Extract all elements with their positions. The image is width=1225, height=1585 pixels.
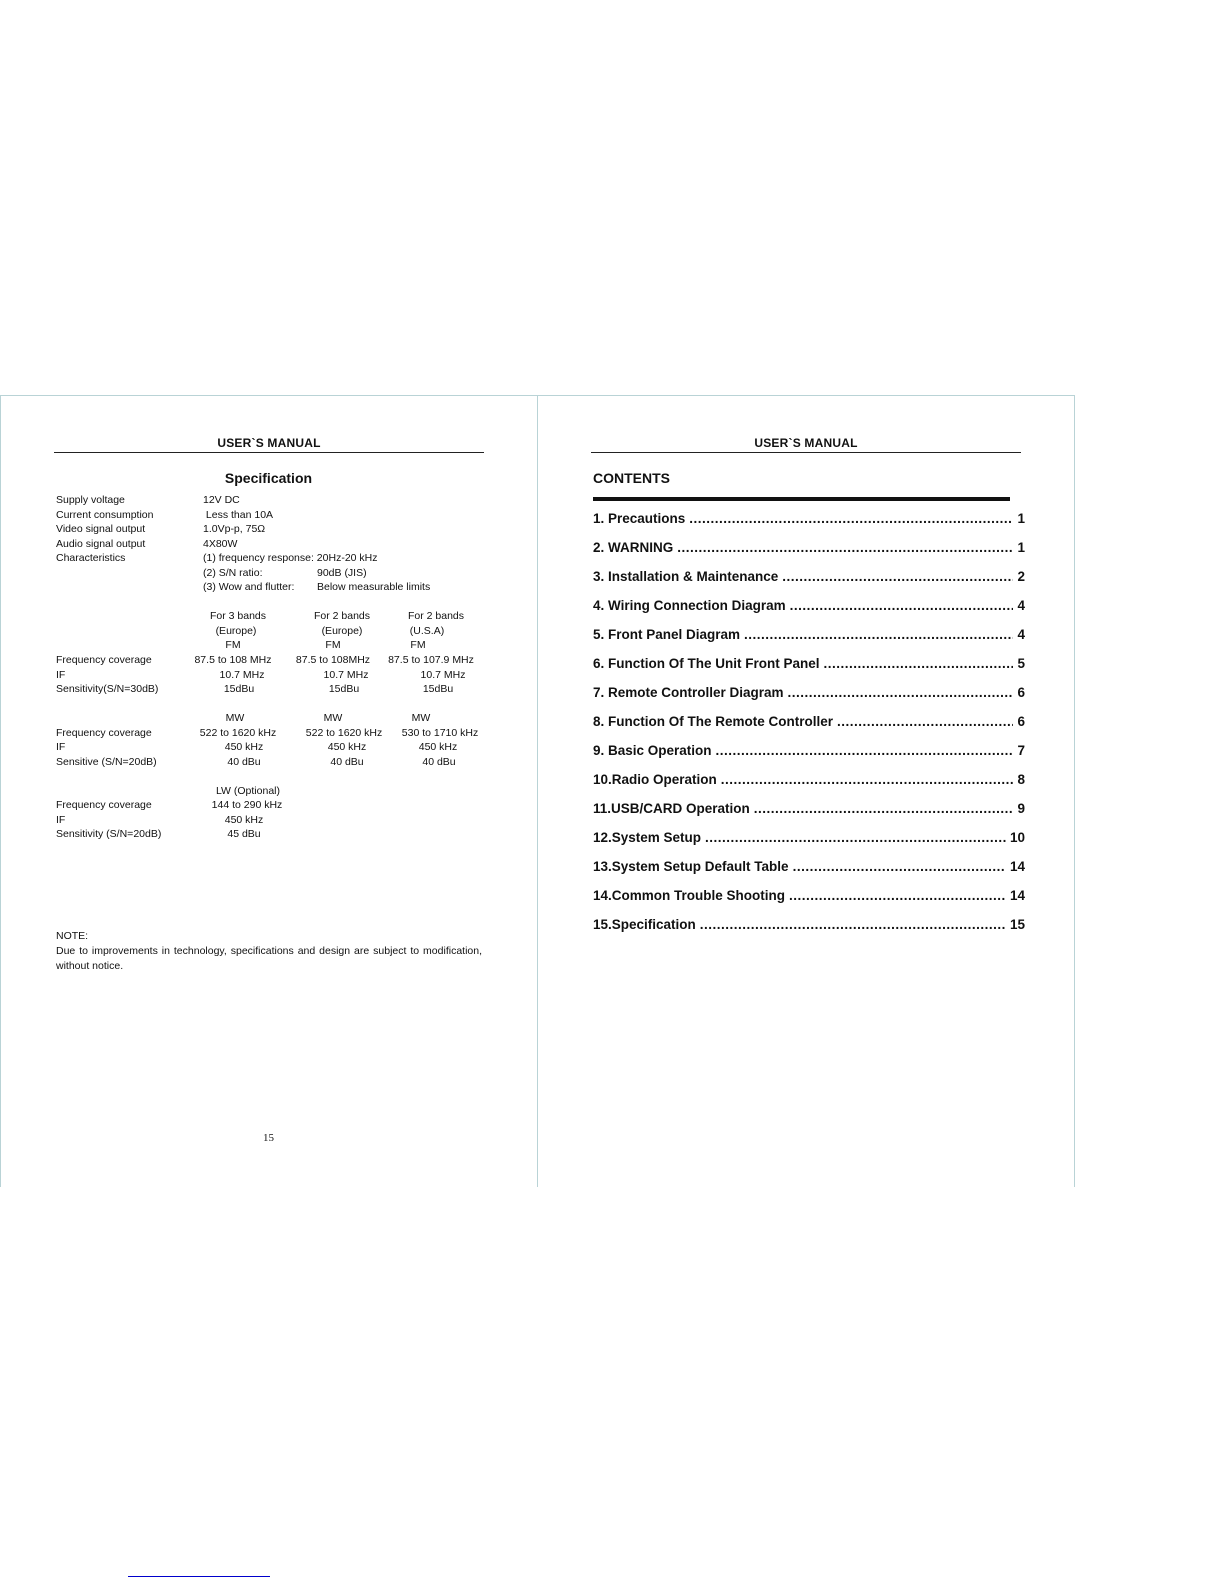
- contents-page: [537, 395, 1075, 1187]
- spec-label: Supply voltage: [56, 494, 125, 506]
- toc-label: 15.Specification: [593, 917, 696, 932]
- toc-page: 14: [1009, 888, 1025, 903]
- toc-label: 8. Function Of The Remote Controller: [593, 714, 834, 729]
- toc-leader: [716, 743, 1014, 758]
- spec-value: 15dBu: [328, 683, 360, 695]
- toc-label: 6. Function Of The Unit Front Panel: [593, 656, 820, 671]
- toc-page: 6: [1017, 685, 1025, 700]
- band-name: LW (Optional): [216, 785, 280, 797]
- band-region: (Europe): [215, 625, 257, 637]
- note-text: Due to improvements in technology, specifications and design are subject to modification, without notice.: [56, 945, 482, 972]
- toc-item[interactable]: [593, 772, 1025, 790]
- spec-value: 450 kHz: [418, 741, 458, 753]
- band-name: MW: [323, 712, 343, 724]
- spec-value: 40 dBu: [330, 756, 364, 768]
- band-region: (U.S.A): [409, 625, 445, 637]
- toc-leader: [689, 511, 1013, 526]
- toc-item[interactable]: [593, 743, 1025, 761]
- header-rule: [591, 452, 1021, 453]
- note-title: NOTE:: [56, 930, 89, 942]
- characteristic-value: 90dB (JIS): [317, 567, 367, 579]
- toc-leader: [782, 569, 1013, 584]
- spec-label: Frequency coverage: [56, 654, 152, 666]
- toc-item[interactable]: [593, 801, 1025, 819]
- toc-page: 9: [1017, 801, 1025, 816]
- toc-label: 13.System Setup Default Table: [593, 859, 789, 874]
- toc-page: 7: [1017, 743, 1025, 758]
- toc-page: 1: [1017, 540, 1025, 555]
- spec-label: Video signal output: [56, 523, 146, 535]
- toc-label: 4. Wiring Connection Diagram: [593, 598, 786, 613]
- toc-label: 7. Remote Controller Diagram: [593, 685, 784, 700]
- spec-label: Characteristics: [56, 552, 126, 564]
- characteristic-value: Below measurable limits: [317, 581, 431, 593]
- spec-value: 15dBu: [422, 683, 454, 695]
- spec-value: 1.0Vp-p, 75Ω: [203, 523, 266, 535]
- toc-page: 4: [1017, 598, 1025, 613]
- toc-item[interactable]: [593, 917, 1025, 935]
- spec-value: (1) frequency response: 20Hz-20 kHz: [203, 552, 378, 564]
- toc-page: 2: [1017, 569, 1025, 584]
- band-region: (Europe): [321, 625, 363, 637]
- toc-item[interactable]: [593, 714, 1025, 732]
- spec-value: 15dBu: [223, 683, 255, 695]
- toc-leader: [677, 540, 1013, 555]
- spec-label: Frequency coverage: [56, 727, 152, 739]
- spec-label: Current consumption: [56, 509, 154, 521]
- toc-item[interactable]: [593, 511, 1025, 529]
- toc-leader: [788, 685, 1014, 700]
- footer-link-underline: [128, 1576, 270, 1577]
- band-name: MW: [225, 712, 245, 724]
- toc-leader: [700, 917, 1006, 932]
- page-header: USER`S MANUAL: [754, 436, 858, 450]
- toc-page: 15: [1009, 917, 1025, 932]
- spec-label: IF: [56, 669, 66, 681]
- spec-value: 87.5 to 107.9 MHz: [388, 654, 474, 666]
- toc-page: 4: [1017, 627, 1025, 642]
- toc-item[interactable]: [593, 540, 1025, 558]
- characteristic-label: (2) S/N ratio:: [203, 567, 263, 579]
- spec-value: 450 kHz: [224, 814, 264, 826]
- characteristic-label: (3) Wow and flutter:: [203, 581, 295, 593]
- band-name: FM: [410, 639, 426, 651]
- toc-page: 6: [1017, 714, 1025, 729]
- spec-value: 450 kHz: [224, 741, 264, 753]
- toc-leader: [793, 859, 1006, 874]
- toc-item[interactable]: [593, 569, 1025, 587]
- spec-value: 87.5 to 108MHz: [295, 654, 371, 666]
- spec-value: 4X80W: [203, 538, 238, 550]
- toc-page: 5: [1017, 656, 1025, 671]
- toc-leader: [744, 627, 1013, 642]
- toc-label: 12.System Setup: [593, 830, 702, 845]
- spec-label: Audio signal output: [56, 538, 146, 550]
- spec-value: 10.7 MHz: [323, 669, 369, 681]
- contents-title: CONTENTS: [593, 470, 670, 486]
- page-header: USER`S MANUAL: [217, 436, 321, 450]
- toc-label: 1. Precautions: [593, 511, 686, 526]
- spec-label: Frequency coverage: [56, 799, 152, 811]
- page-title: Specification: [224, 470, 313, 486]
- spec-value: 522 to 1620 kHz: [199, 727, 277, 739]
- toc-label: 10.Radio Operation: [593, 772, 717, 787]
- band-name: FM: [325, 639, 341, 651]
- spec-value: 87.5 to 108 MHz: [194, 654, 272, 666]
- toc-leader: [754, 801, 1014, 816]
- spec-value: 10.7 MHz: [219, 669, 265, 681]
- spec-label: IF: [56, 741, 66, 753]
- spec-label: Sensitivity(S/N=30dB): [56, 683, 159, 695]
- spec-value: 450 kHz: [327, 741, 367, 753]
- toc-label: 11.USB/CARD Operation: [593, 801, 750, 816]
- band-name: MW: [411, 712, 431, 724]
- spec-value: 45 dBu: [227, 828, 261, 840]
- band-name: FM: [225, 639, 241, 651]
- spec-label: IF: [56, 814, 66, 826]
- toc-page: 10: [1009, 830, 1025, 845]
- spec-value: 530 to 1710 kHz: [401, 727, 479, 739]
- toc-label: 2. WARNING: [593, 540, 674, 555]
- toc-label: 9. Basic Operation: [593, 743, 712, 758]
- band-header: For 3 bands: [209, 610, 267, 622]
- spec-value: 40 dBu: [422, 756, 456, 768]
- band-header: For 2 bands: [407, 610, 465, 622]
- toc-item[interactable]: [593, 598, 1025, 616]
- spec-value: 40 dBu: [227, 756, 261, 768]
- toc-page: 8: [1017, 772, 1025, 787]
- toc-leader: [790, 598, 1014, 613]
- toc-label: 14.Common Trouble Shooting: [593, 888, 785, 903]
- toc-page: 14: [1009, 859, 1025, 874]
- spec-value: 144 to 290 kHz: [211, 799, 283, 811]
- contents-rule: [593, 497, 1010, 501]
- toc-page: 1: [1017, 511, 1025, 526]
- specification-page: [0, 395, 537, 1187]
- toc-leader: [705, 830, 1006, 845]
- toc-leader: [837, 714, 1013, 729]
- toc-leader: [721, 772, 1014, 787]
- spec-value: 522 to 1620 kHz: [305, 727, 383, 739]
- toc-item[interactable]: [593, 656, 1025, 674]
- band-header: For 2 bands: [313, 610, 371, 622]
- spec-value: 10.7 MHz: [420, 669, 466, 681]
- toc-label: 3. Installation & Maintenance: [593, 569, 779, 584]
- spec-value: Less than 10A: [203, 509, 274, 521]
- toc-item[interactable]: [593, 859, 1025, 877]
- spec-label: Sensitivity (S/N=20dB): [56, 828, 162, 840]
- spec-label: Sensitive (S/N=20dB): [56, 756, 157, 768]
- header-rule: [54, 452, 484, 453]
- toc-item[interactable]: [593, 627, 1025, 645]
- toc-leader: [824, 656, 1014, 671]
- spec-value: 12V DC: [203, 494, 240, 506]
- toc-leader: [789, 888, 1006, 903]
- toc-item[interactable]: [593, 888, 1025, 906]
- toc-item[interactable]: [593, 830, 1025, 848]
- page-number: 15: [263, 1132, 274, 1144]
- toc-label: 5. Front Panel Diagram: [593, 627, 741, 642]
- toc-item[interactable]: [593, 685, 1025, 703]
